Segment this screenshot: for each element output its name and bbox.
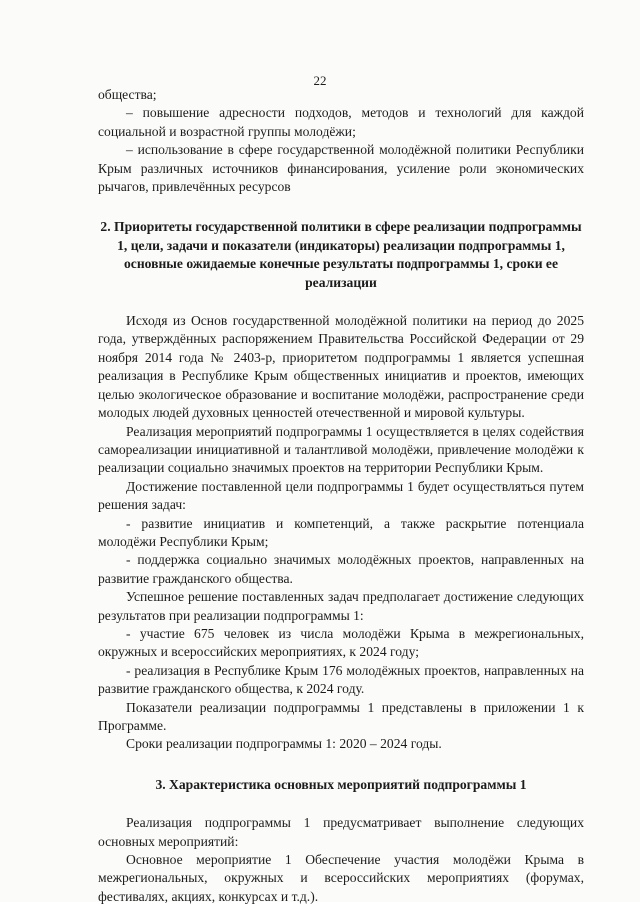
- section-3-paragraph-2: Основное мероприятие 1 Обеспечение участия молодёжи Крыма в межрегиональных, окружных и всероссийских мероприятиях (форумах, фестивалях, акциях, конкурсах и т.д.).: [98, 852, 584, 904]
- intro-paragraph-2: – повышение адресности подходов, методов и технологий для каждой социальной и возрастной группы молодёжи;: [98, 105, 584, 139]
- section-2-list-item-2: - поддержка социально значимых молодёжных проектов, направленных на развитие гражданского общества.: [98, 552, 584, 586]
- section-2-list-item-3: - участие 675 человек из числа молодёжи Крыма в межрегиональных, окружных и всероссийских мероприятиях, к 2024 году;: [98, 625, 584, 660]
- section-2-paragraph-5: Показатели реализации подпрограммы 1 представлены в приложении 1 к Программе.: [98, 699, 584, 733]
- section-2-paragraph-4: Успешное решение поставленных задач предполагает достижение следующих результатов при реализации подпрограммы 1:: [98, 589, 584, 623]
- section-2-paragraph-2: Реализация мероприятий подпрограммы 1 осуществляется в целях содействия самореализации инициативной и талантливой молодёжи, привлечение молодёжи к реализации социально значимых проектов на территории Республики Крым.: [98, 423, 584, 476]
- page-number: 22: [313, 73, 327, 88]
- section-2-paragraph-1: Исходя из Основ государственной молодёжной политики на период до 2025 года, утверждённых распоряжением Правительства Российской Федерации от 29 ноября 2014 года № 2403-р, приоритетом подпрограммы 1 является успешная реализация в Республике Крым общественных инициатив и проектов, имеющих целью экологическое образование и воспитание молодёжи, распространение среди молодых людей духовных ценностей отечественной и мировой культуры.: [98, 313, 584, 421]
- section-2-heading: 2. Приоритеты государственной политики в сфере реализации подпрограммы 1, цели, задачи и показатели (индикаторы) реализации подпрограммы 1, основные ожидаемые конечные результаты подпрограммы 1, сроки ее реализации: [100, 219, 582, 290]
- section-2-paragraph-6: Сроки реализации подпрограммы 1: 2020 – 2024 годы.: [126, 736, 442, 752]
- section-2-paragraph-3: Достижение поставленной цели подпрограммы 1 будет осуществляться путем решения задач:: [98, 478, 584, 513]
- page-content: [98, 86, 584, 906]
- intro-paragraph-1: общества;: [98, 87, 157, 102]
- section-3-heading: 3. Характеристика основных мероприятий подпрограммы 1: [155, 776, 527, 792]
- intro-paragraph-3: – использование в сфере государственной молодёжной политики Республики Крым различных источников финансирования, усиление роли экономических рычагов, привлечённых ресурсов: [98, 142, 584, 195]
- section-3-paragraph-1: Реализация подпрограммы 1 предусматривает выполнение следующих основных мероприятий:: [98, 815, 584, 849]
- section-2-list-item-4: - реализация в Республике Крым 176 молодёжных проектов, направленных на развитие гражданского общества, к 2024 году.: [98, 662, 584, 697]
- section-2-list-item-1: - развитие инициатив и компетенций, а также раскрытие потенциала молодёжи Республики Крым;: [98, 515, 584, 549]
